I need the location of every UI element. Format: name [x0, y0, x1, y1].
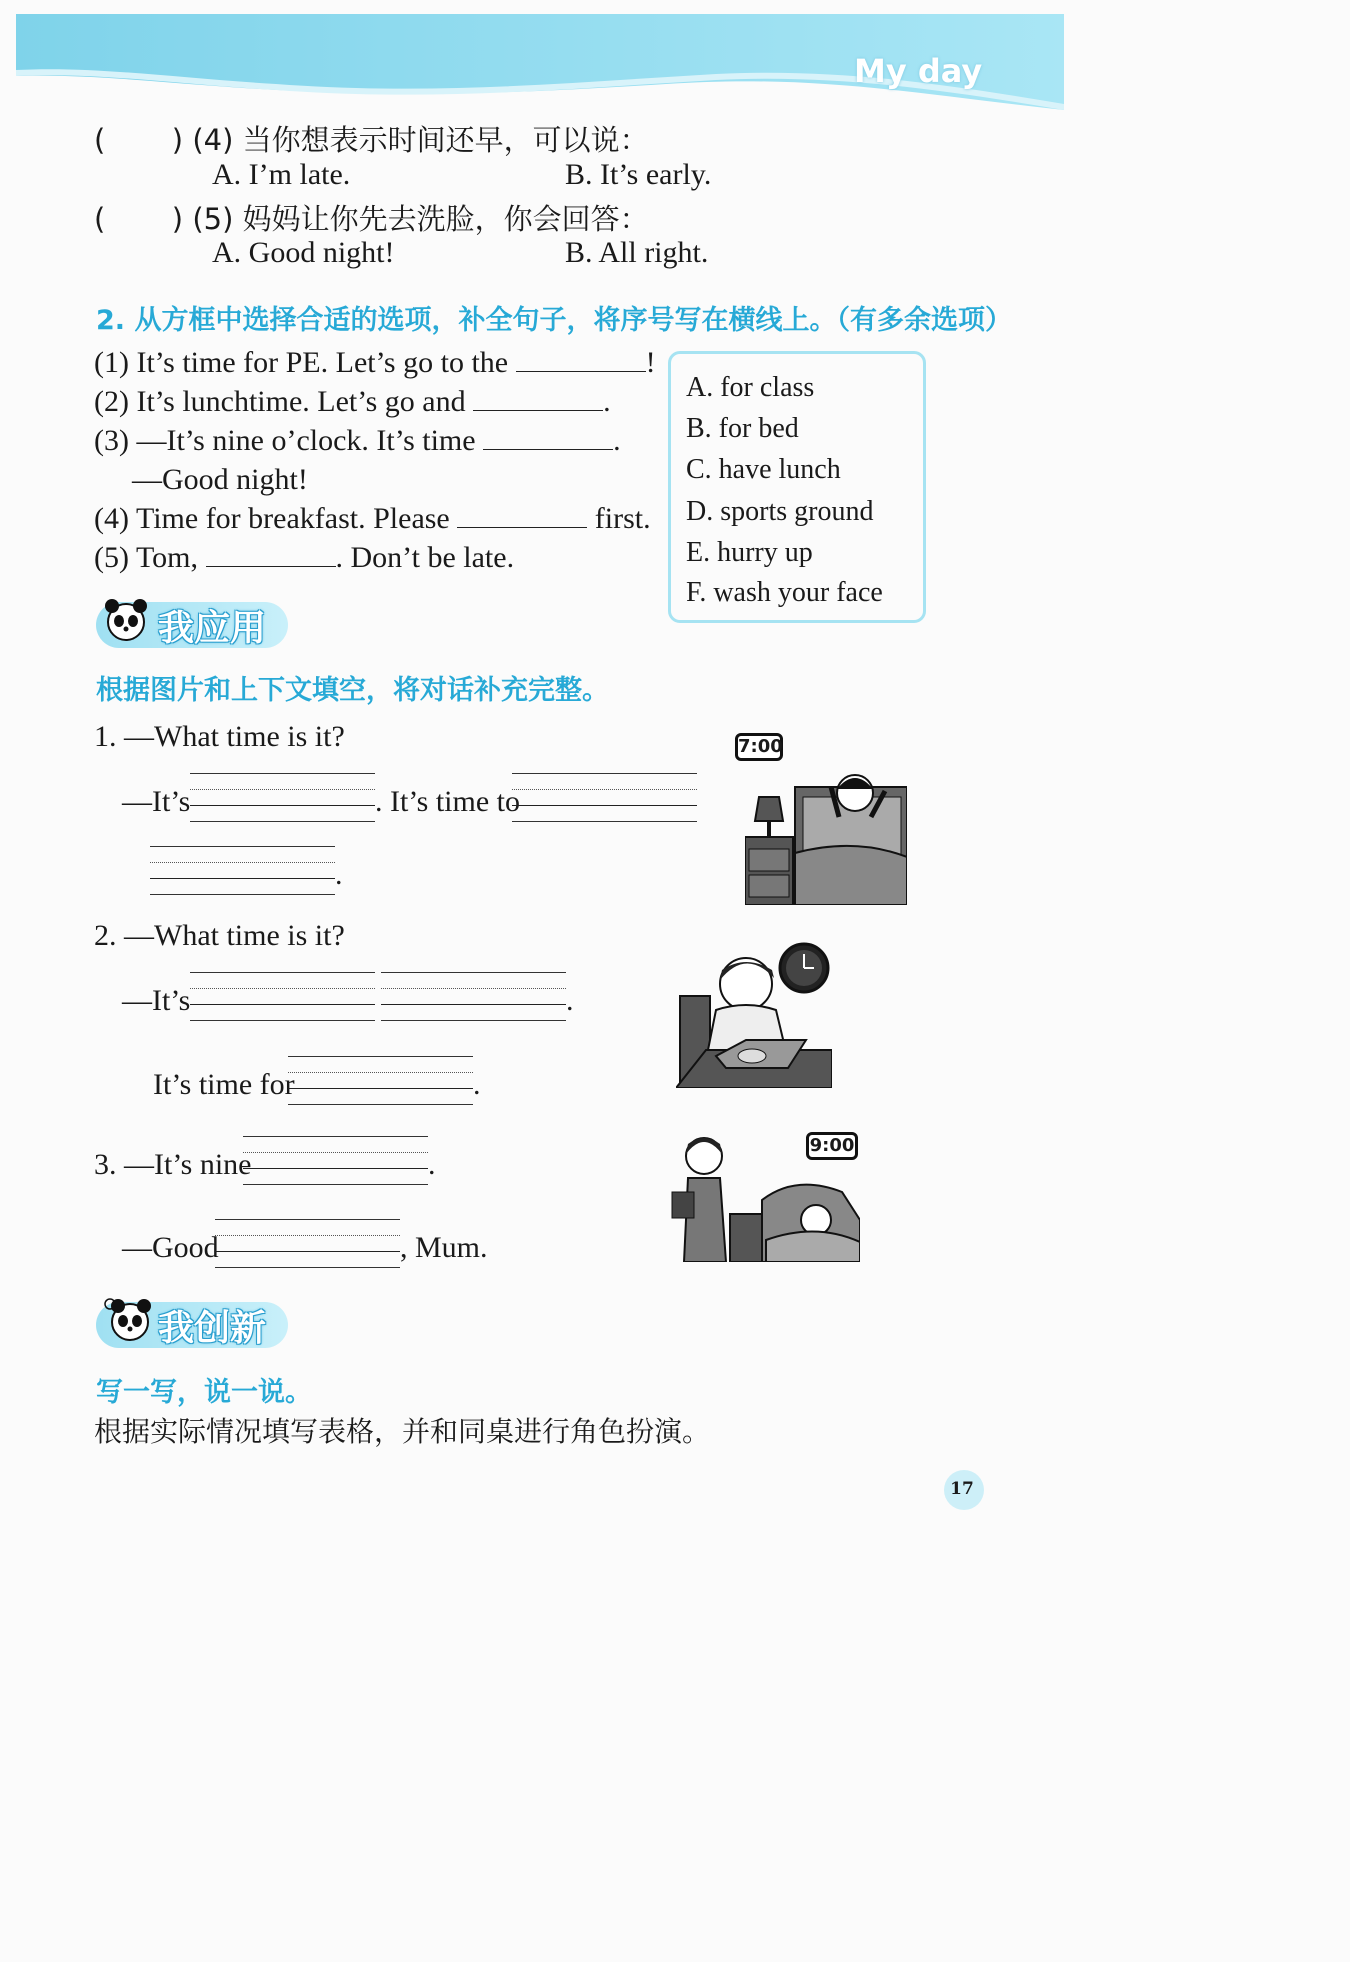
- page-number: 17: [950, 1479, 974, 1499]
- header-title: My day: [854, 52, 983, 90]
- part2-q3-text: (3) —It’s nine o’clock. It’s time: [94, 424, 476, 457]
- part2-q4-blank[interactable]: [457, 505, 587, 528]
- d1-answer-pre: —It’s: [122, 785, 191, 818]
- clock-icon: 7:00: [735, 733, 783, 761]
- part2-q3-blank[interactable]: [483, 427, 613, 450]
- q4-option-a: A. I’m late.: [212, 158, 351, 191]
- panda-icon: [102, 596, 150, 644]
- apply-instruction: 根据图片和上下文填空，将对话补充完整。: [96, 675, 609, 706]
- d3-writing-line-1[interactable]: [243, 1136, 428, 1186]
- part2-q1-blank[interactable]: [516, 349, 646, 372]
- d2-time-for: It’s time for: [153, 1068, 295, 1101]
- d2-writing-line-1[interactable]: [190, 972, 375, 1022]
- option-e: E. hurry up: [686, 537, 813, 568]
- part2-q5-text: (5) Tom,: [94, 541, 199, 574]
- d1-answer-mid: . It’s time to: [375, 785, 520, 818]
- q5-text: (5) 妈妈让你先去洗脸，你会回答：: [192, 202, 649, 236]
- part2-q5-end: . Don’t be late.: [335, 541, 515, 574]
- create-title: 写一写，说一说。: [96, 1377, 312, 1408]
- d3-question: 3. —It’s nine: [94, 1148, 252, 1181]
- part2-q3-reply: —Good night!: [132, 463, 308, 496]
- create-instruction: 根据实际情况填写表格，并和同桌进行角色扮演。: [94, 1415, 711, 1448]
- q4-option-b: B. It’s early.: [565, 158, 712, 191]
- part2-q3: [94, 426, 621, 456]
- q5-option-a: A. Good night!: [212, 236, 395, 269]
- d1-question: 1. —What time is it?: [94, 720, 345, 753]
- part2-q2-end: .: [603, 385, 611, 418]
- q4-row: [94, 118, 649, 159]
- illustration-boy-eating: [676, 940, 832, 1088]
- part2-q2-blank[interactable]: [473, 388, 603, 411]
- part2-q4-end: first.: [594, 502, 651, 535]
- mother-child-bed-icon: [666, 1130, 860, 1262]
- option-b: B. for bed: [686, 413, 799, 444]
- part2-q4: [94, 504, 651, 534]
- apply-badge-text: 我应用: [158, 608, 267, 649]
- d1-writing-line-1[interactable]: [190, 773, 375, 823]
- create-badge-text: 我创新: [158, 1308, 267, 1349]
- d2-end: .: [566, 984, 574, 1017]
- part2-q2-text: (2) It’s lunchtime. Let’s go and: [94, 385, 466, 418]
- d3-reply-post: , Mum.: [400, 1231, 488, 1264]
- create-badge: [96, 1296, 288, 1348]
- panda-sun-icon: [102, 1296, 154, 1344]
- boy-eating-icon: [676, 940, 832, 1088]
- part2-q2: [94, 387, 611, 417]
- q5-row: [94, 197, 649, 238]
- part2-q1-text: (1) It’s time for PE. Let’s go to the: [94, 346, 509, 379]
- d3-reply-pre: —Good: [122, 1231, 219, 1264]
- option-c: C. have lunch: [686, 454, 841, 485]
- d1-writing-line-2[interactable]: [512, 773, 697, 823]
- q4-text: (4) 当你想表示时间还早，可以说：: [192, 123, 649, 157]
- options-box: [668, 351, 926, 623]
- part2-q4-text: (4) Time for breakfast. Please: [94, 502, 450, 535]
- illustration-bedtime: [666, 1130, 860, 1262]
- q5-paren-close: ): [171, 202, 184, 236]
- part2-title: 2. 从方框中选择合适的选项，补全句子，将序号写在横线上。（有多余选项）: [96, 305, 1012, 336]
- q4-paren-open: (: [94, 123, 106, 157]
- header-band: [16, 14, 1064, 110]
- d3-writing-line-2[interactable]: [215, 1219, 400, 1269]
- clock-icon-2: 9:00: [806, 1132, 858, 1160]
- part2-q1-end: !: [645, 346, 656, 379]
- d1-writing-line-3[interactable]: [150, 846, 335, 896]
- part2-q1: [94, 348, 656, 378]
- part2-q5-blank[interactable]: [206, 544, 336, 567]
- d3-end: .: [428, 1148, 436, 1181]
- q5-option-b: B. All right.: [565, 236, 709, 269]
- illustration-girl-waking: [735, 733, 907, 905]
- d2-end2: .: [473, 1068, 481, 1101]
- part2-q3-end: .: [613, 424, 621, 457]
- part2-q5: [94, 543, 514, 573]
- bed-girl-icon: [745, 757, 907, 905]
- option-a: A. for class: [686, 372, 815, 403]
- d2-writing-line-2[interactable]: [381, 972, 566, 1022]
- option-d: D. sports ground: [686, 496, 874, 527]
- d1-end: .: [335, 858, 343, 891]
- apply-badge: [96, 596, 288, 648]
- page-number-badge: [944, 1470, 984, 1510]
- d2-answer-pre: —It’s: [122, 984, 191, 1017]
- d2-question: 2. —What time is it?: [94, 919, 345, 952]
- q5-paren-open: (: [94, 202, 106, 236]
- q4-paren-close: ): [171, 123, 184, 157]
- d2-writing-line-3[interactable]: [288, 1056, 473, 1106]
- option-f: F. wash your face: [686, 577, 883, 608]
